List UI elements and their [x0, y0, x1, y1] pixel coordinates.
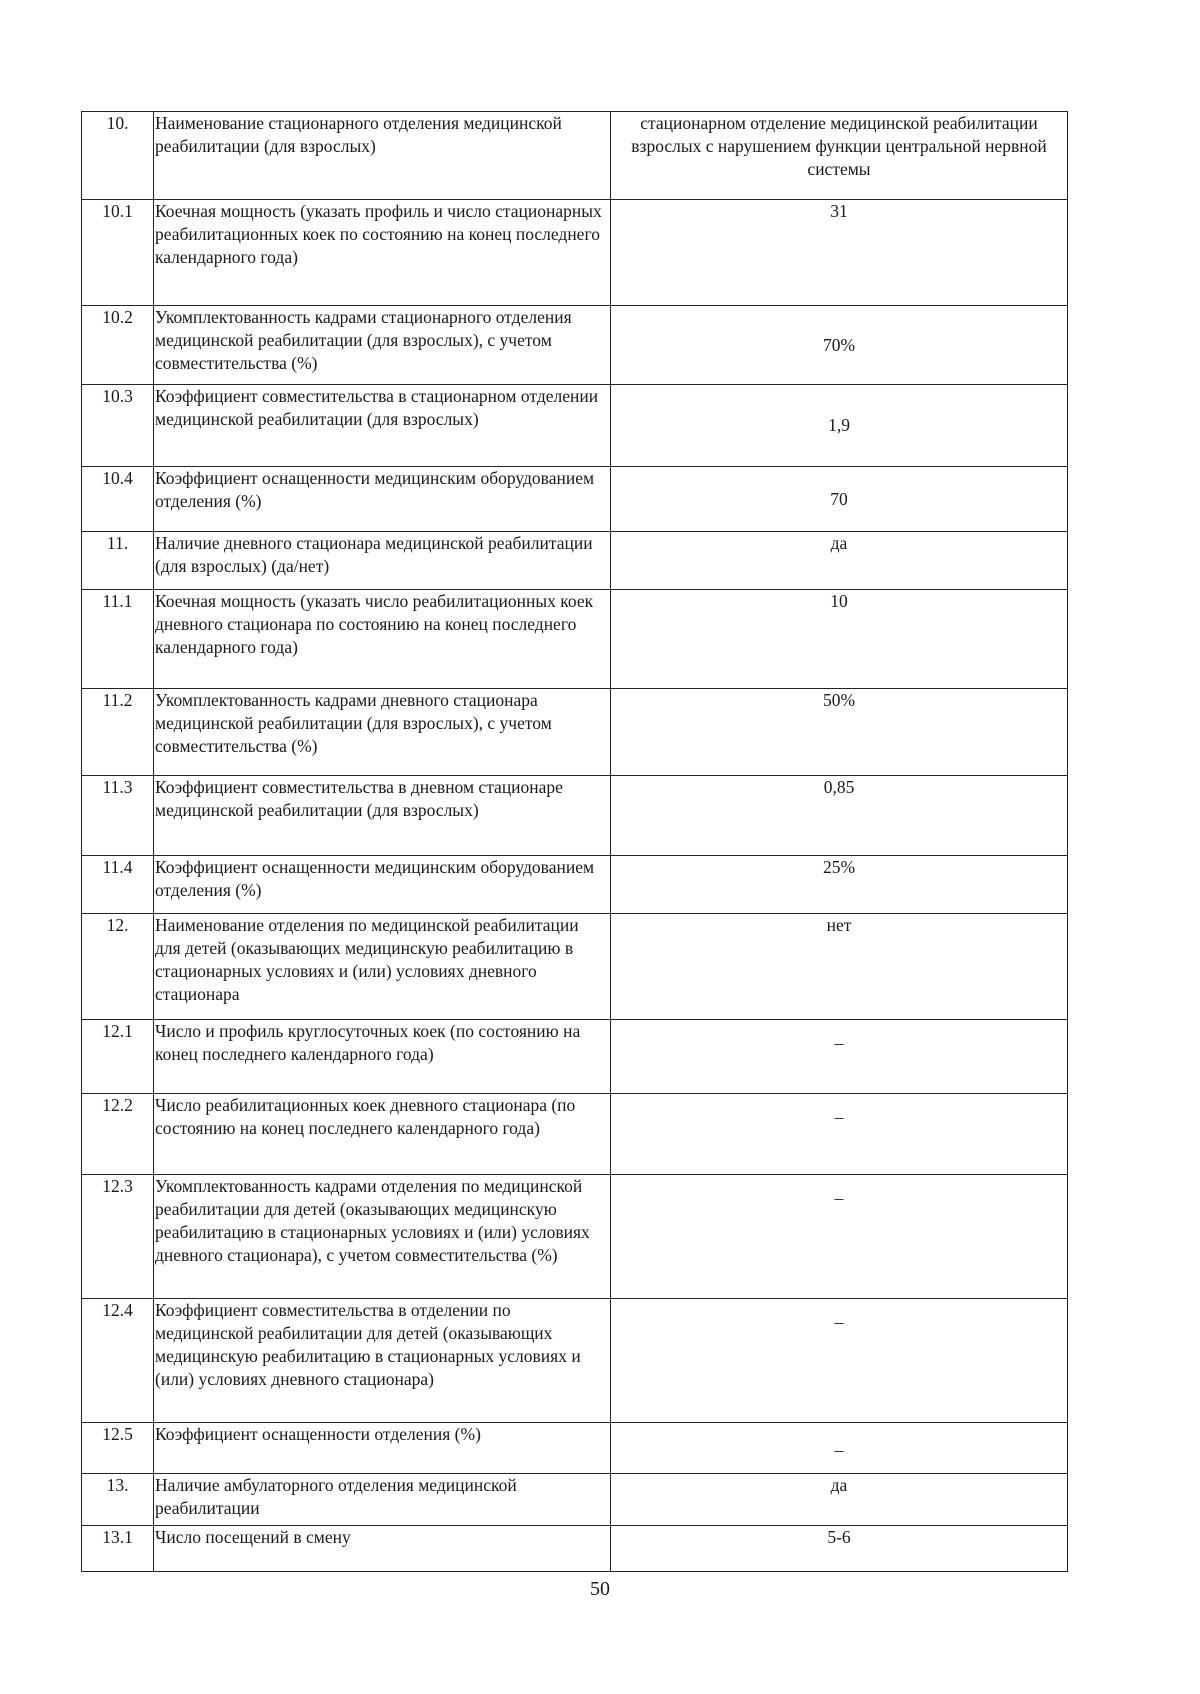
row-description: Коэффициент оснащенности медицинским оборудованием отделения (%) [154, 856, 611, 914]
table-row [82, 112, 1068, 200]
row-number: 10.2 [82, 306, 154, 385]
row-value: 5-6 [611, 1526, 1068, 1572]
row-description: Число посещений в смену [154, 1526, 611, 1572]
row-number: 11.4 [82, 856, 154, 914]
table-row [82, 1423, 1068, 1474]
row-number: 12. [82, 914, 154, 1020]
row-number: 11.3 [82, 776, 154, 856]
row-number: 13.1 [82, 1526, 154, 1572]
row-number: 12.1 [82, 1020, 154, 1094]
table-row [82, 1094, 1068, 1175]
row-value: 70 [611, 467, 1068, 532]
row-number: 10.4 [82, 467, 154, 532]
table-row [82, 856, 1068, 914]
table-row [82, 1020, 1068, 1094]
row-description: Коэффициент оснащенности отделения (%) [154, 1423, 611, 1474]
row-description: Число и профиль круглосуточных коек (по состоянию на конец последнего календарного года) [154, 1020, 611, 1094]
row-value: – [611, 1175, 1068, 1299]
row-number: 10.1 [82, 200, 154, 306]
row-value: 25% [611, 856, 1068, 914]
table-row [82, 776, 1068, 856]
row-description: Наименование стационарного отделения медицинской реабилитации (для взрослых) [154, 112, 611, 200]
rehabilitation-data-table [81, 111, 1068, 1572]
row-number: 11. [82, 532, 154, 590]
row-description: Укомплектованность кадрами дневного стационара медицинской реабилитации (для взрослых), с учетом совместительства (%) [154, 689, 611, 776]
table-row [82, 914, 1068, 1020]
row-value: – [611, 1299, 1068, 1423]
row-description: Укомплектованность кадрами отделения по медицинской реабилитации для детей (оказывающих медицинскую реабилитацию в стационарных условиях и (или) условиях дневного стационара), с учетом совместительства (%) [154, 1175, 611, 1299]
row-value: 10 [611, 590, 1068, 689]
row-value: 31 [611, 200, 1068, 306]
row-value: нет [611, 914, 1068, 1020]
table-row [82, 1175, 1068, 1299]
row-description: Коечная мощность (указать профиль и число стационарных реабилитационных коек по состоянию на конец последнего календарного года) [154, 200, 611, 306]
page-number: 50 [590, 1578, 610, 1600]
table-row [82, 1299, 1068, 1423]
row-value: да [611, 532, 1068, 590]
row-value: 50% [611, 689, 1068, 776]
row-value: – [611, 1020, 1068, 1094]
table-row [82, 385, 1068, 467]
row-value: – [611, 1423, 1068, 1474]
row-value: да [611, 1474, 1068, 1526]
row-description: Коэффициент оснащенности медицинским оборудованием отделения (%) [154, 467, 611, 532]
table-row [82, 1526, 1068, 1572]
row-value: – [611, 1094, 1068, 1175]
row-description: Коэффициент совместительства в дневном стационаре медицинской реабилитации (для взрослых) [154, 776, 611, 856]
row-description: Коэффициент совместительства в стационарном отделении медицинской реабилитации (для взрослых) [154, 385, 611, 467]
table-row [82, 467, 1068, 532]
table-row [82, 200, 1068, 306]
table-row [82, 306, 1068, 385]
row-value: 1,9 [611, 385, 1068, 467]
row-description: Наименование отделения по медицинской реабилитации для детей (оказывающих медицинскую реабилитацию в стационарных условиях и (или) условиях дневного стационара [154, 914, 611, 1020]
row-value: стационарном отделение медицинской реабилитации взрослых с нарушением функции центральной нервной системы [611, 112, 1068, 200]
row-value: 0,85 [611, 776, 1068, 856]
table-row [82, 689, 1068, 776]
row-description: Коечная мощность (указать число реабилитационных коек дневного стационара по состоянию на конец последнего календарного года) [154, 590, 611, 689]
row-description: Коэффициент совместительства в отделении по медицинской реабилитации для детей (оказывающих медицинскую реабилитацию в стационарных условиях и (или) условиях дневного стационара) [154, 1299, 611, 1423]
row-description: Наличие амбулаторного отделения медицинской реабилитации [154, 1474, 611, 1526]
row-description: Число реабилитационных коек дневного стационара (по состоянию на конец последнего календарного года) [154, 1094, 611, 1175]
row-description: Наличие дневного стационара медицинской реабилитации (для взрослых) (да/нет) [154, 532, 611, 590]
row-description: Укомплектованность кадрами стационарного отделения медицинской реабилитации (для взрослых), с учетом совместительства (%) [154, 306, 611, 385]
row-number: 12.3 [82, 1175, 154, 1299]
row-number: 10.3 [82, 385, 154, 467]
row-number: 12.4 [82, 1299, 154, 1423]
table-row [82, 532, 1068, 590]
row-number: 10. [82, 112, 154, 200]
table-row [82, 590, 1068, 689]
table-row [82, 1474, 1068, 1526]
row-number: 12.2 [82, 1094, 154, 1175]
row-number: 12.5 [82, 1423, 154, 1474]
row-number: 11.1 [82, 590, 154, 689]
row-number: 13. [82, 1474, 154, 1526]
row-number: 11.2 [82, 689, 154, 776]
row-value: 70% [611, 306, 1068, 385]
